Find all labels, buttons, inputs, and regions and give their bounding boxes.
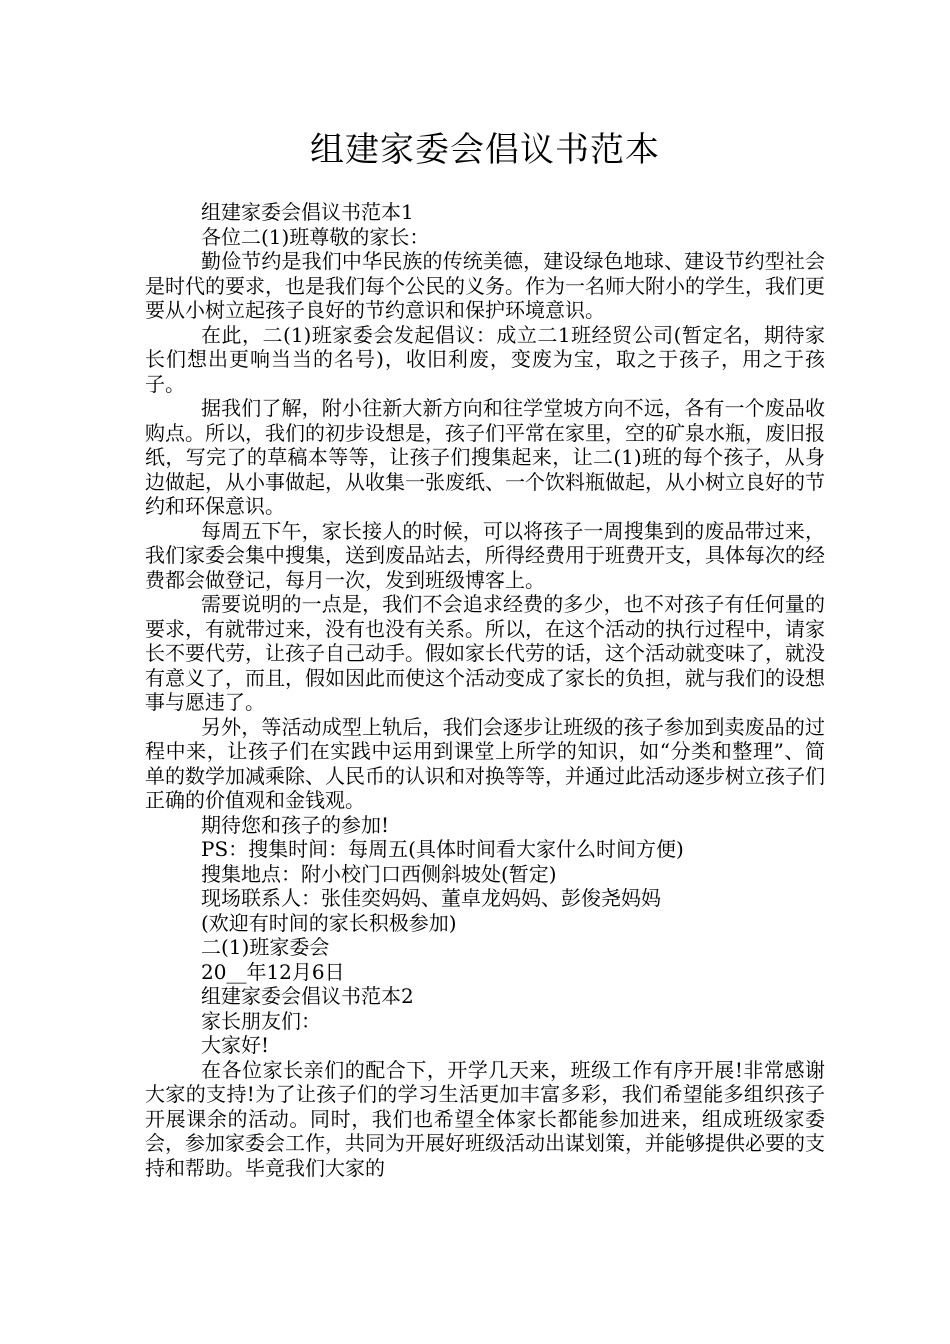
onsite-contacts: 现场联系人：张佳奕妈妈、董卓龙妈妈、彭俊尧妈妈 xyxy=(201,886,661,910)
sample-heading-2: 组建家委会倡议书范本2 xyxy=(201,984,414,1008)
sample-heading-1: 组建家委会倡议书范本1 xyxy=(201,200,414,224)
salutation: 各位二(1)班尊敬的家长： xyxy=(201,224,430,249)
paragraph: 每周五下午，家长接人的时候，可以将孩子一周搜集到的废品带过来，我们家委会集中搜集，送到废品站去，所得经费用于班费开支，具体每次的经费都会做登记，每月一次，发到班级博客上。 xyxy=(145,518,825,592)
date-line: 20__年12月6日 xyxy=(201,959,345,984)
document-title: 组建家委会倡议书范本 xyxy=(310,130,660,170)
ps-collection-time: PS：搜集时间：每周五(具体时间看大家什么时间方便) xyxy=(201,837,684,861)
paragraph: 在各位家长亲们的配合下，开学几天来，班级工作有序开展!非常感谢大家的支持!为了让孩子们的学习生活更加丰富多彩，我们希望能多组织孩子开展课余的活动。同时，我们也希望全体家长都能参加进来，组成班级家委会，参加家委会工作，共同为开展好班级活动出谋划策，并能够提供必要的支持和帮助。毕竟我们大家的 xyxy=(145,1057,825,1180)
paragraph: 需要说明的一点是，我们不会追求经费的多少，也不对孩子有任何量的要求，有就带过来，没有也没有关系。所以，在这个活动的执行过程中，请家长不要代劳，让孩子自己动手。假如家长代劳的话，这个活动就变味了，就没有意义了，而且，假如因此而使这个活动变成了家长的负担，就与我们的设想事与愿违了。 xyxy=(145,592,825,714)
welcome-note: (欢迎有时间的家长积极参加) xyxy=(201,910,457,935)
document-body xyxy=(145,200,825,1180)
paragraph: 据我们了解，附小往新大新方向和往学堂坡方向不远，各有一个废品收购点。所以，我们的初步设想是，孩子们平常在家里，空的矿泉水瓶，废旧报纸，写完了的草稿本等等，让孩子们搜集起来，让二(1)班的每个孩子，从身边做起，从小事做起，从收集一张废纸、一个饮料瓶做起，从小树立良好的节约和环保意识。 xyxy=(145,396,825,518)
paragraph: 勤俭节约是我们中华民族的传统美德，建设绿色地球、建设节约型社会是时代的要求，也是我们每个公民的义务。作为一名师大附小的学生，我们更要从小树立起孩子良好的节约意识和保护环境意识。 xyxy=(145,249,825,322)
paragraph: 在此，二(1)班家委会发起倡议：成立二1班经贸公司(暂定名，期待家长们想出更响当当的名号)，收旧利废，变废为宝，取之于孩子，用之于孩子。 xyxy=(145,322,825,396)
salutation: 家长朋友们： xyxy=(201,1008,321,1033)
collection-location: 搜集地点：附小校门口西侧斜坡处(暂定) xyxy=(201,861,557,886)
greeting: 大家好! xyxy=(201,1033,270,1057)
paragraph: 另外，等活动成型上轨后，我们会逐步让班级的孩子参加到卖废品的过程中来，让孩子们在实践中运用到课堂上所学的知识，如“分类和整理”、简单的数学加减乘除、人民币的认识和对换等等，并通过此活动逐步树立孩子们正确的价值观和金钱观。 xyxy=(145,714,825,812)
closing-line: 期待您和孩子的参加! xyxy=(201,812,390,837)
signature: 二(1)班家委会 xyxy=(201,935,330,959)
